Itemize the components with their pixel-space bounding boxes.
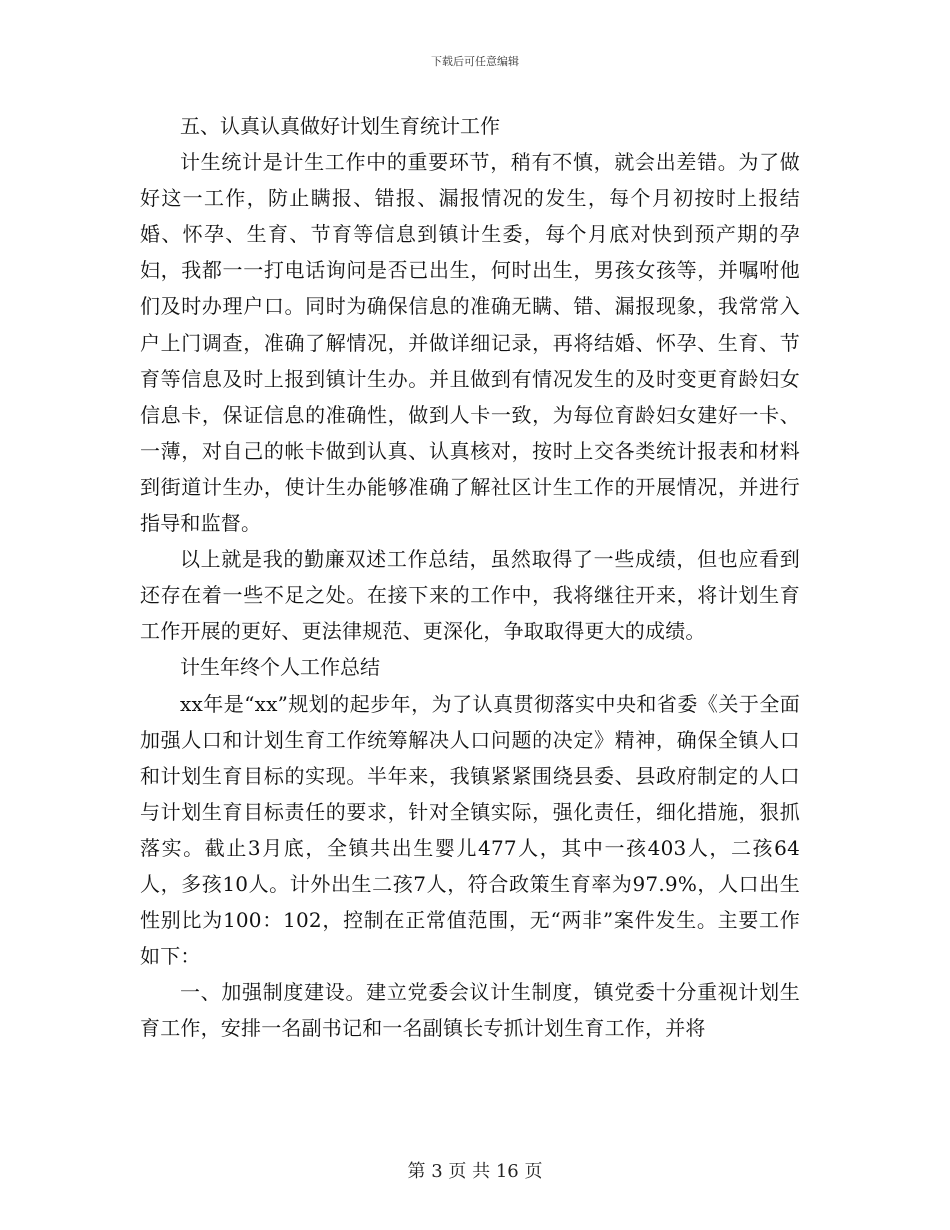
section-paragraph: 计生统计是计生工作中的重要环节，稍有不慎，就会出差错。为了做好这一工作，防止瞒报、错报、漏报情况的发生，每个月初按时上报结婚、怀孕、生育、节育等信息到镇计生委，每个月底对快到预产期的孕妇，我都一一打电话询问是否已出生，何时出生，男孩女孩等，并嘱咐他们及时办理户口。同时为确保信息的准确无瞒、错、漏报现象，我常常入户上门调查，准确了解情况，并做详细记录，再将结婚、怀孕、生育、节育等信息及时上报到镇计生办。并且做到有情况发生的及时变更育龄妇女信息卡，保证信息的准确性，做到人卡一致，为每位育龄妇女建好一卡、一薄，对自己的帐卡做到认真、认真核对，按时上交各类统计报表和材料到街道计生办，使计生办能够准确了解社区计生工作的开展情况，并进行指导和监督。 [140, 150, 800, 536]
document-body [140, 108, 800, 1046]
page-footer-number: 第 3 页 共 16 页 [407, 1161, 543, 1182]
summary-item-paragraph: 一、加强制度建设。建立党委会议计生制度，镇党委十分重视计划生育工作，安排一名副书记和一名副镇长专抓计划生育工作，并将 [140, 980, 800, 1041]
page-header-note: 下载后可任意编辑 [431, 55, 519, 68]
conclusion-paragraph: 以上就是我的勤廉双述工作总结，虽然取得了一些成绩，但也应看到还存在着一些不足之处。在接下来的工作中，我将继往开来，将计划生育工作开展的更好、更法律规范、更深化，争取取得更大的成绩。 [140, 547, 800, 644]
section-heading: 五、认真认真做好计划生育统计工作 [180, 114, 500, 138]
summary-intro-paragraph: xx年是“xx”规划的起步年，为了认真贯彻落实中央和省委《关于全面加强人口和计划生育工作统筹解决人口问题的决定》精神，确保全镇人口和计划生育目标的实现。半年来，我镇紧紧围绕县委、县政府制定的人口与计划生育目标责任的要求，针对全镇实际，强化责任，细化措施，狠抓落实。截止3月底，全镇共出生婴儿477人，其中一孩403人，二孩64人，多孩10人。计外出生二孩7人，符合政策生育率为97.9%，人口出生性别比为100：102，控制在正常值范围，无“两非”案件发生。主要工作如下： [140, 691, 800, 969]
summary-title: 计生年终个人工作总结 [180, 655, 380, 680]
